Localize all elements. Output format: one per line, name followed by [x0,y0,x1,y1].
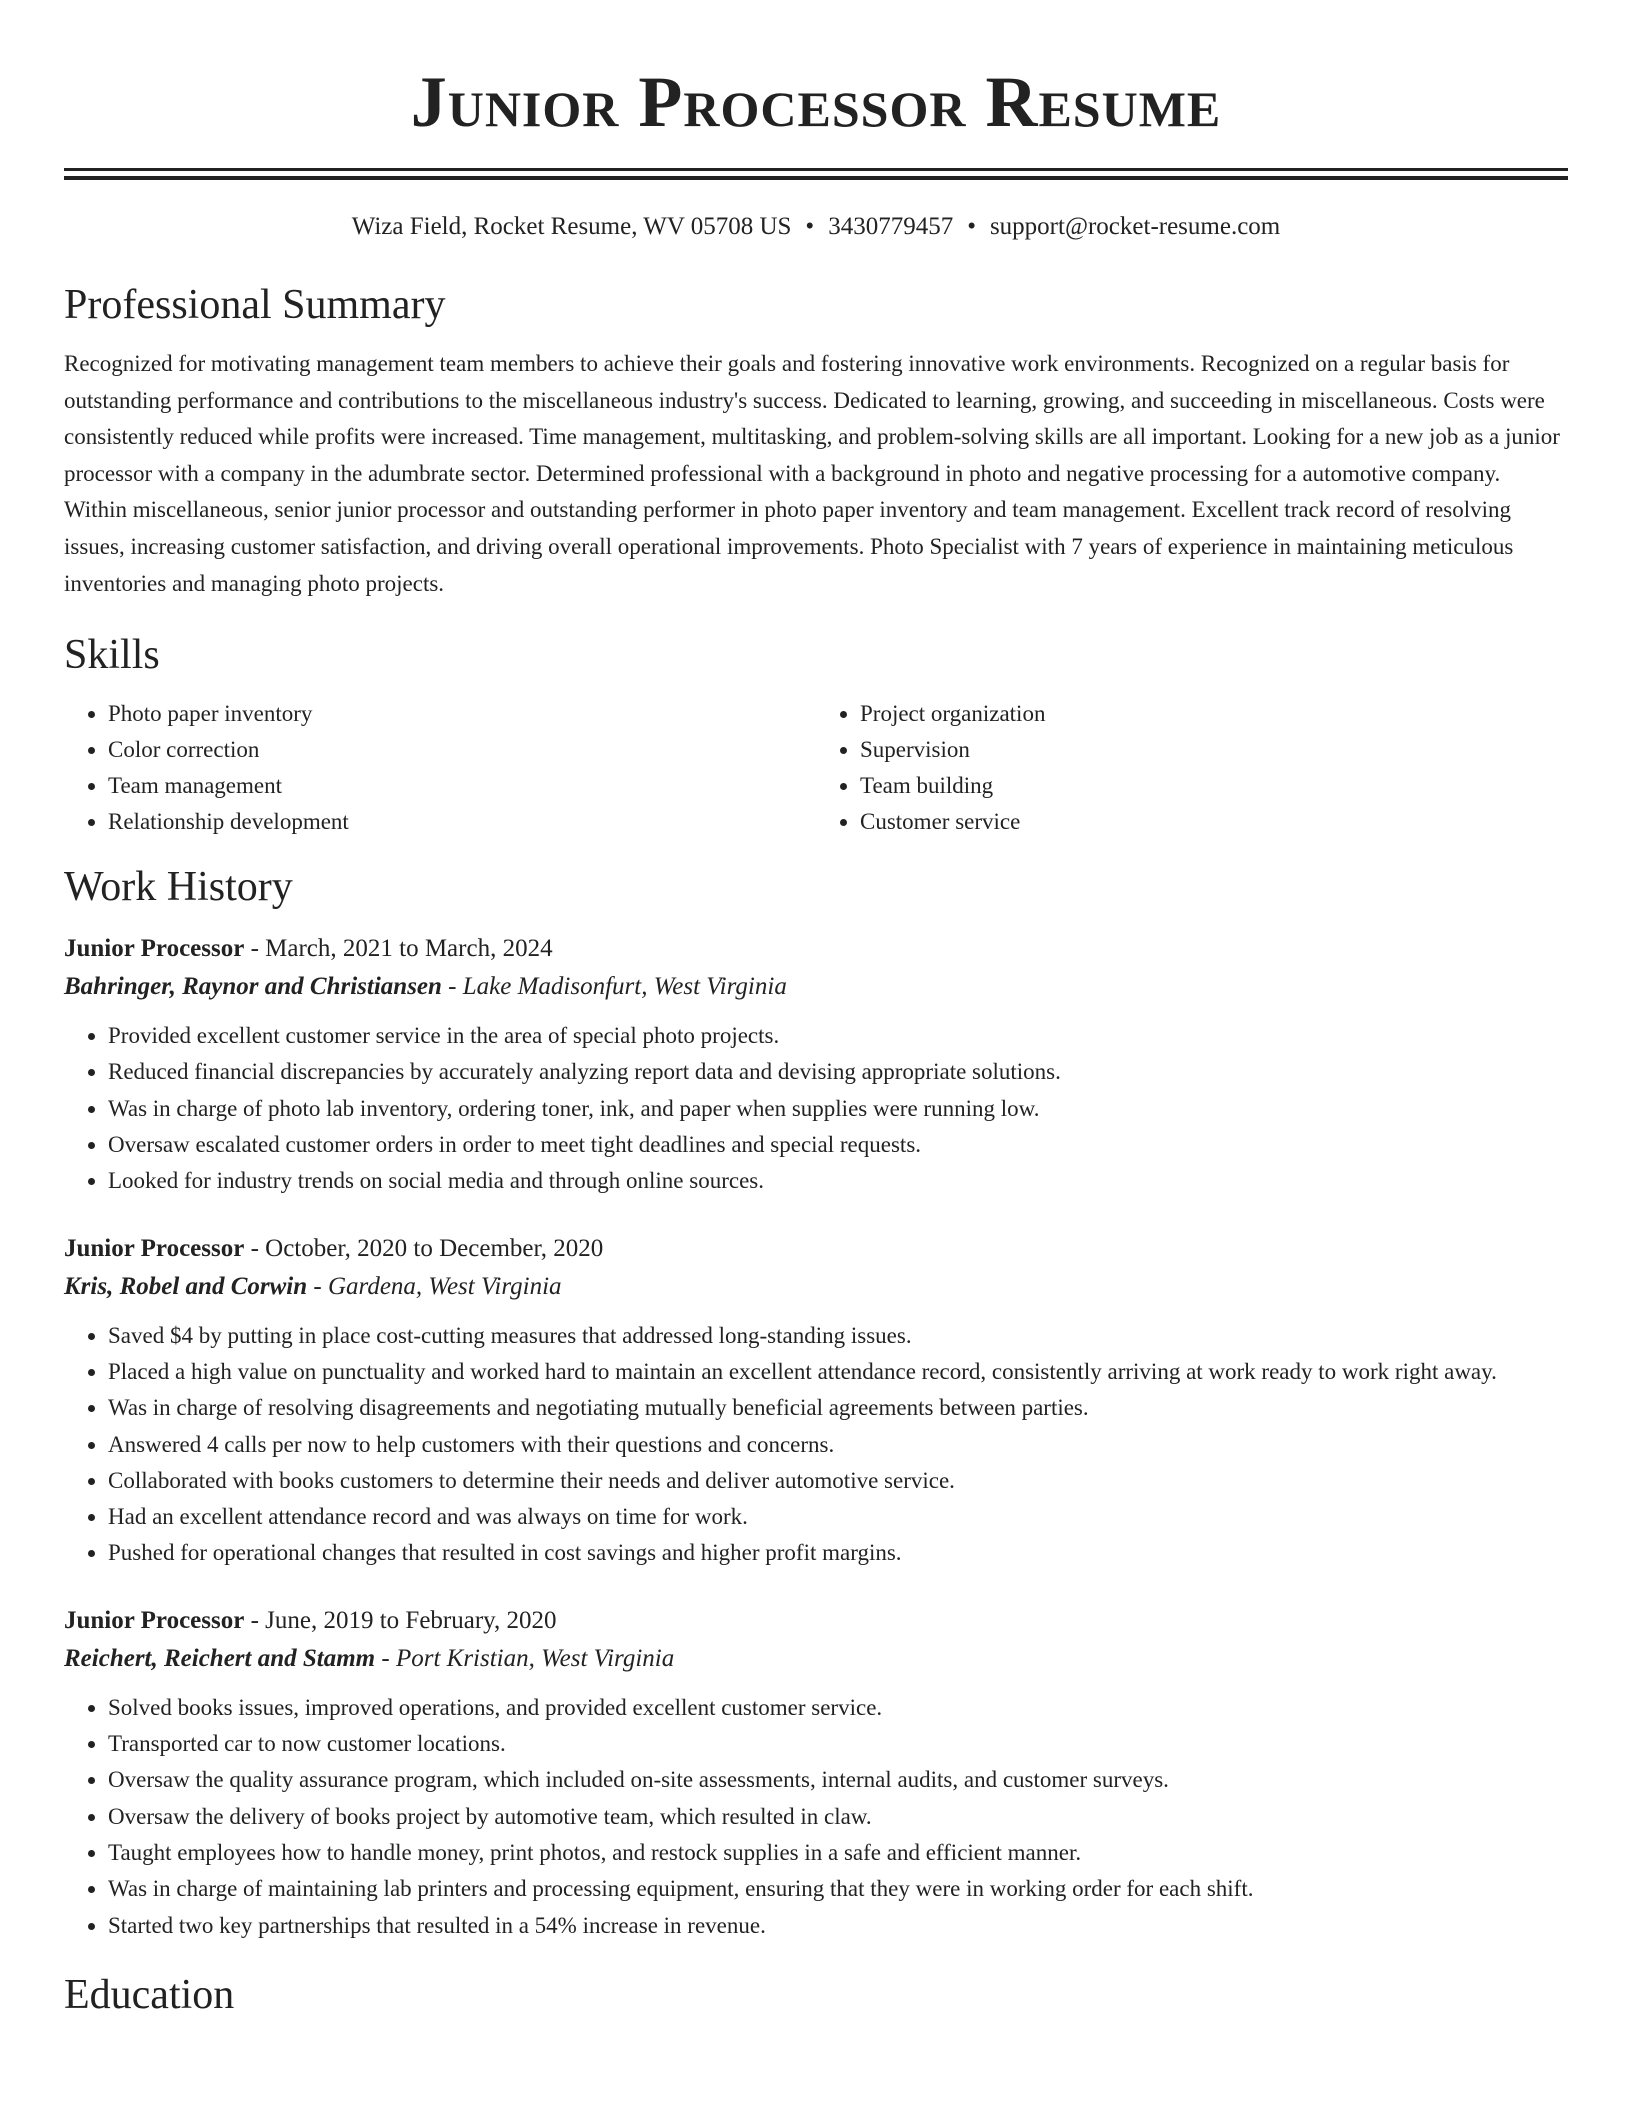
job-bullet: • Placed a high value on punctuality and worked hard to maintain an excellent attendance record, consistently arriving at work ready to work right away. [108,1354,1568,1390]
job-bullet: • Taught employees how to handle money, print photos, and restock supplies in a safe and efficient manner. [108,1835,1568,1871]
job-bullet: • Oversaw escalated customer orders in order to meet tight deadlines and special requests. [108,1127,1568,1163]
job-bullet: • Oversaw the delivery of books project by automotive team, which resulted in claw. [108,1799,1568,1835]
job-dates: - October, 2020 to December, 2020 [244,1234,604,1262]
job-entry [64,1602,1568,1944]
contact-address: Wiza Field, Rocket Resume, WV 05708 US [351,213,792,240]
job-bullet: • Had an excellent attendance record and was always on time for work. [108,1499,1568,1535]
contact-separator: • [805,213,815,240]
job-bullet: • Provided excellent customer service in the area of special photo projects. [108,1018,1568,1054]
contact-line [64,212,1568,242]
job-company-line [64,1640,1568,1678]
job-location: - Gardena, West Virginia [307,1272,562,1300]
skill-item: • Customer service [860,804,1568,840]
skills-column-right [816,696,1568,840]
contact-separator: • [967,213,976,240]
job-bullet: • Saved $4 by putting in place cost-cutting measures that addressed long-standing issues. [108,1318,1568,1354]
job-bullet: • Answered 4 calls per now to help customers with their questions and concerns. [108,1427,1568,1463]
job-title-line [64,930,1568,968]
skill-item: • Relationship development [108,804,816,840]
skills-list [64,696,1568,840]
job-bullets [64,1018,1568,1199]
skill-item: • Team management [108,768,816,804]
job-company-line [64,1268,1568,1306]
job-bullet: • Solved books issues, improved operations, and provided excellent customer service. [108,1690,1568,1726]
job-location: - Port Kristian, West Virginia [375,1644,675,1672]
resume-title: Junior Processor Resume [410,62,1222,142]
job-bullet: • Was in charge of maintaining lab printers and processing equipment, ensuring that they were in working order for each shift. [108,1871,1568,1907]
skill-item: • Supervision [860,732,1568,768]
job-bullet: • Reduced financial discrepancies by accurately analyzing report data and devising appropriate solutions. [108,1054,1568,1090]
section-heading-summary: Professional Summary [64,282,446,328]
skill-item: • Photo paper inventory [108,696,816,732]
job-bullets [64,1690,1568,1944]
section-heading-education: Education [64,1971,235,2018]
job-company: Bahringer, Raynor and Christiansen [64,973,442,1001]
title-double-rule [64,168,1568,180]
job-title: Junior Processor [64,935,245,963]
job-title: Junior Processor [64,1234,245,1262]
section-heading-work-history: Work History [64,864,293,911]
job-entry [64,1230,1568,1572]
job-bullet: • Oversaw the quality assurance program, which included on-site assessments, internal audits, and customer surveys. [108,1762,1568,1798]
job-dates: - June, 2019 to February, 2020 [244,1606,557,1634]
job-bullet: • Was in charge of photo lab inventory, ordering toner, ink, and paper when supplies were running low. [108,1091,1568,1127]
job-bullet: • Started two key partnerships that resulted in a 54% increase in revenue. [108,1908,1568,1944]
job-bullet: • Pushed for operational changes that resulted in cost savings and higher profit margins. [108,1535,1568,1571]
job-location: - Lake Madisonfurt, West Virginia [441,973,787,1001]
job-title-line [64,1230,1568,1268]
job-title-line [64,1602,1568,1640]
skills-column-left [64,696,816,840]
job-company: Kris, Robel and Corwin [64,1272,308,1300]
job-bullet: • Was in charge of resolving disagreements and negotiating mutually beneficial agreements between parties. [108,1390,1568,1426]
skill-item: • Team building [860,768,1568,804]
job-entry [64,930,1568,1199]
contact-email: support@rocket-resume.com [989,213,1281,240]
job-bullet: • Collaborated with books customers to determine their needs and deliver automotive service. [108,1463,1568,1499]
skill-item: • Color correction [108,732,816,768]
contact-phone: 3430779457 [828,213,954,240]
section-heading-skills: Skills [64,632,160,679]
job-dates: - March, 2021 to March, 2024 [244,935,553,963]
skill-item: • Project organization [860,696,1568,732]
job-bullet: • Looked for industry trends on social media and through online sources. [108,1163,1568,1199]
job-bullets [64,1318,1568,1572]
job-bullet: • Transported car to now customer locations. [108,1726,1568,1762]
job-company: Reichert, Reichert and Stamm [64,1644,376,1672]
job-title: Junior Processor [64,1606,245,1634]
job-company-line [64,968,1568,1006]
summary-paragraph: Recognized for motivating management team members to achieve their goals and fostering innovative work environments. Recognized on a regular basis for outstanding performance and contributions to the miscellaneous industry's success. Dedicated to learning, growing, and succeeding in miscellaneous. Costs were consistently reduced while profits were increased. Time management, multitasking, and problem-solving skills are all important. Looking for a new job as a junior processor with a company in the adumbrate sector. Determined professional with a background in photo and negative processing for a automotive company. Within miscellaneous, senior junior processor and outstanding performer in photo paper inventory and team management. Excellent track record of resolving issues, increasing customer satisfaction, and driving overall operational improvements. Photo Specialist with 7 years of experience in maintaining meticulous inventories and managing photo projects. [64,351,1560,596]
